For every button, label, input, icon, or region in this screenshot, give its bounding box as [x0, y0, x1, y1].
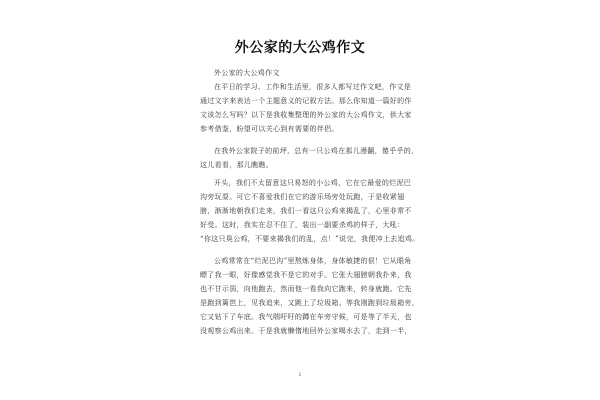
page-title: 外公家的大公鸡作文	[234, 40, 366, 56]
paragraph-line: 是跑到篱笆上，见我追来，又跳上了垃圾箱。等我刚跑到垃圾箱旁，	[200, 299, 419, 307]
paragraph-line: 开头，我们不太留意这只易怒的小公鸡，它在它最爱的烂泥巴	[214, 179, 412, 187]
intro-line: 文该怎么写吗？以下是我收集整理的外公家的大公鸡作文，供大家	[200, 111, 412, 119]
paragraph-line: 好受。这时，我实在忍不住了，装出一副要杀鸡的样子，大吼：	[200, 221, 405, 229]
paragraph-line: 瞟了我一眼，好像感觉我不是它的对手。它张大翅膀朝我扑来，我	[200, 271, 412, 279]
paragraph-line: 这儿看看，那儿瞧瞧。	[200, 161, 273, 169]
paragraph-line: “你这只臭公鸡，不要来揭我们的乱，点！”说完，我便冲上去追鸡。	[200, 235, 420, 243]
intro-line: 参考借鉴，盼望可以关心到有需要的伴侣。	[200, 125, 339, 133]
paragraph-line: 膀，渐渐地朝我们走来，我们一看这只公鸡来揭乱了，心里非常不	[200, 207, 412, 215]
paragraph-line: 在我外公家院子的前坪，总有一只公鸡在那儿漫翻，傻乎乎的，	[214, 147, 419, 155]
paragraph-line: 沟旁玩耍。可它不喜爱我们在它的游乐场旁处玩跑，于是收紧翅	[200, 193, 405, 201]
intro-line: 在平日的学习、工作和生活里，很多人都写过作文吧，作文是	[214, 83, 412, 91]
document-body	[200, 66, 422, 338]
paragraph-gap	[200, 246, 422, 254]
paragraph-line: 公鸡常常在“烂泥巴沟”里熬炼身体，身体敏捷的很！它从眼角	[214, 257, 412, 265]
page-number: 1	[298, 372, 302, 378]
paragraph-line: 它又钻下了车底。我气喘吁吁的蹲在车旁守候，可是等了半天，也	[200, 313, 412, 321]
paragraph-line: 没观察公鸡出来。于是我就懒惰地回外公家喝水去了，走到一半，	[200, 327, 412, 335]
paragraph-line: 也不甘示弱，向他跑去，然而他一看我向它跑来，转身就跑。它先	[200, 285, 412, 293]
paragraph-gap	[200, 136, 422, 144]
subtitle: 外公家的大公鸡作文	[214, 69, 280, 77]
intro-line: 通过文字来表达一个主题意义的记叙方法。那么你知道一篇好的作	[200, 97, 412, 105]
